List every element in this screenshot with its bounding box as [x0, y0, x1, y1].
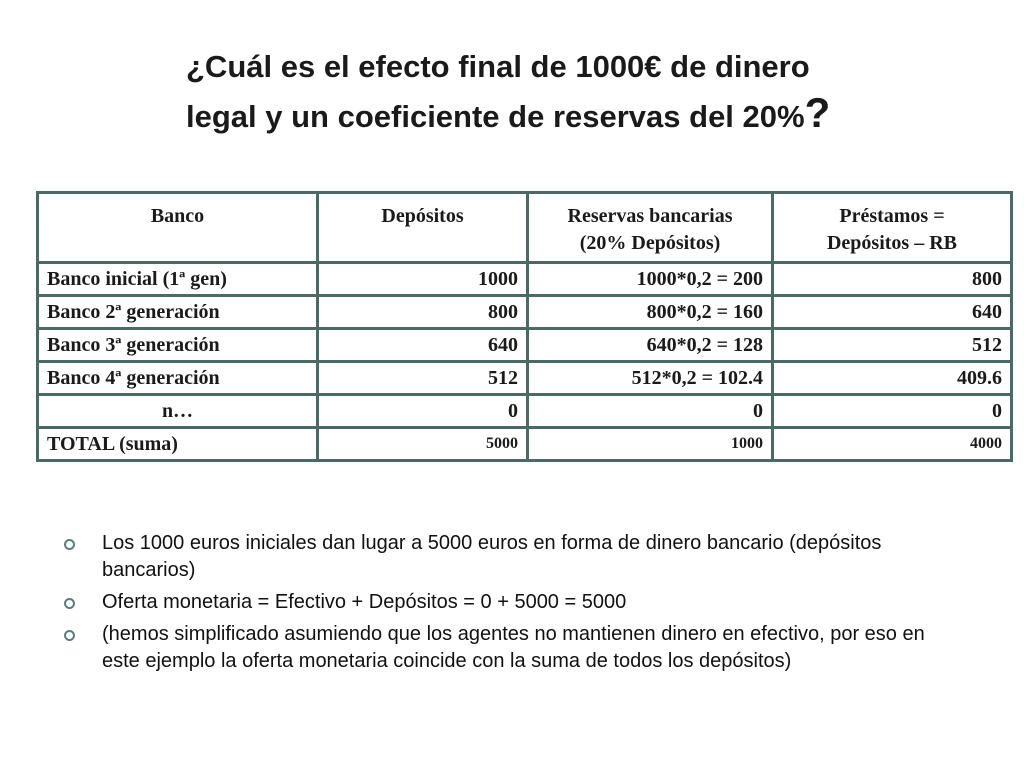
cell-banco: Banco 2ª generación: [38, 296, 318, 329]
cell-prestamos: 800: [773, 263, 1012, 296]
cell-reservas: 0: [528, 395, 773, 428]
table-row: [38, 395, 1012, 428]
cell-banco: Banco 4ª generación: [38, 362, 318, 395]
header-prestamos-line2: Depósitos – RB: [826, 232, 957, 254]
cell-reservas-total: 1000: [528, 428, 773, 461]
cell-prestamos: 0: [773, 395, 1012, 428]
header-depositos: Depósitos: [318, 193, 528, 263]
header-reservas-line2: (20% Depósitos): [579, 232, 721, 254]
cell-reservas: 800*0,2 = 160: [528, 296, 773, 329]
table-header-row: [38, 193, 1012, 263]
table-total-row: [38, 428, 1012, 461]
bullet-text: Oferta monetaria = Efectivo + Depósitos = 0 + 5000 = 5000: [102, 591, 627, 613]
header-prestamos-line1: Préstamos =: [839, 205, 945, 227]
list-item: [64, 589, 964, 616]
cell-depositos-total: 5000: [318, 428, 528, 461]
bank-multiplier-table: [36, 191, 1013, 462]
list-item: [64, 530, 964, 584]
cell-banco: Banco inicial (1ª gen): [38, 263, 318, 296]
header-banco: Banco: [38, 193, 318, 263]
cell-reservas: 640*0,2 = 128: [528, 329, 773, 362]
title-line-1: ¿Cuál es el efecto final de 1000€ de dinero: [186, 49, 810, 84]
cell-reservas: 1000*0,2 = 200: [528, 263, 773, 296]
title-line-2: [186, 90, 946, 140]
title-line-2-text: legal y un coeficiente de reservas del 20%: [186, 99, 805, 134]
table-row: [38, 263, 1012, 296]
bullet-text: (hemos simplificado asumiendo que los agentes no mantienen dinero en efectivo, por eso en este ejemplo la oferta monetaria coincide con la suma de todos los depósitos): [102, 623, 925, 672]
cell-depositos: 512: [318, 362, 528, 395]
cell-reservas: 512*0,2 = 102.4: [528, 362, 773, 395]
header-reservas: [528, 193, 773, 263]
cell-banco-total: TOTAL (suma): [38, 428, 318, 461]
table-row: [38, 296, 1012, 329]
header-prestamos: [773, 193, 1012, 263]
cell-depositos: 640: [318, 329, 528, 362]
ring-bullet-icon: [64, 630, 75, 641]
cell-depositos: 1000: [318, 263, 528, 296]
cell-prestamos: 409.6: [773, 362, 1012, 395]
cell-prestamos: 640: [773, 296, 1012, 329]
table-row: [38, 362, 1012, 395]
table-row: [38, 329, 1012, 362]
slide-title: [186, 44, 946, 140]
header-reservas-line1: Reservas bancarias: [567, 205, 733, 227]
cell-banco: n…: [38, 395, 318, 428]
cell-banco: Banco 3ª generación: [38, 329, 318, 362]
bullet-list: [64, 530, 964, 680]
cell-prestamos-total: 4000: [773, 428, 1012, 461]
title-question-mark: ?: [804, 89, 831, 136]
ring-bullet-icon: [64, 539, 75, 550]
cell-depositos: 800: [318, 296, 528, 329]
ring-bullet-icon: [64, 598, 75, 609]
cell-depositos: 0: [318, 395, 528, 428]
cell-prestamos: 512: [773, 329, 1012, 362]
list-item: [64, 621, 964, 675]
bullet-text: Los 1000 euros iniciales dan lugar a 5000 euros en forma de dinero bancario (depósitos bancarios): [102, 532, 882, 581]
